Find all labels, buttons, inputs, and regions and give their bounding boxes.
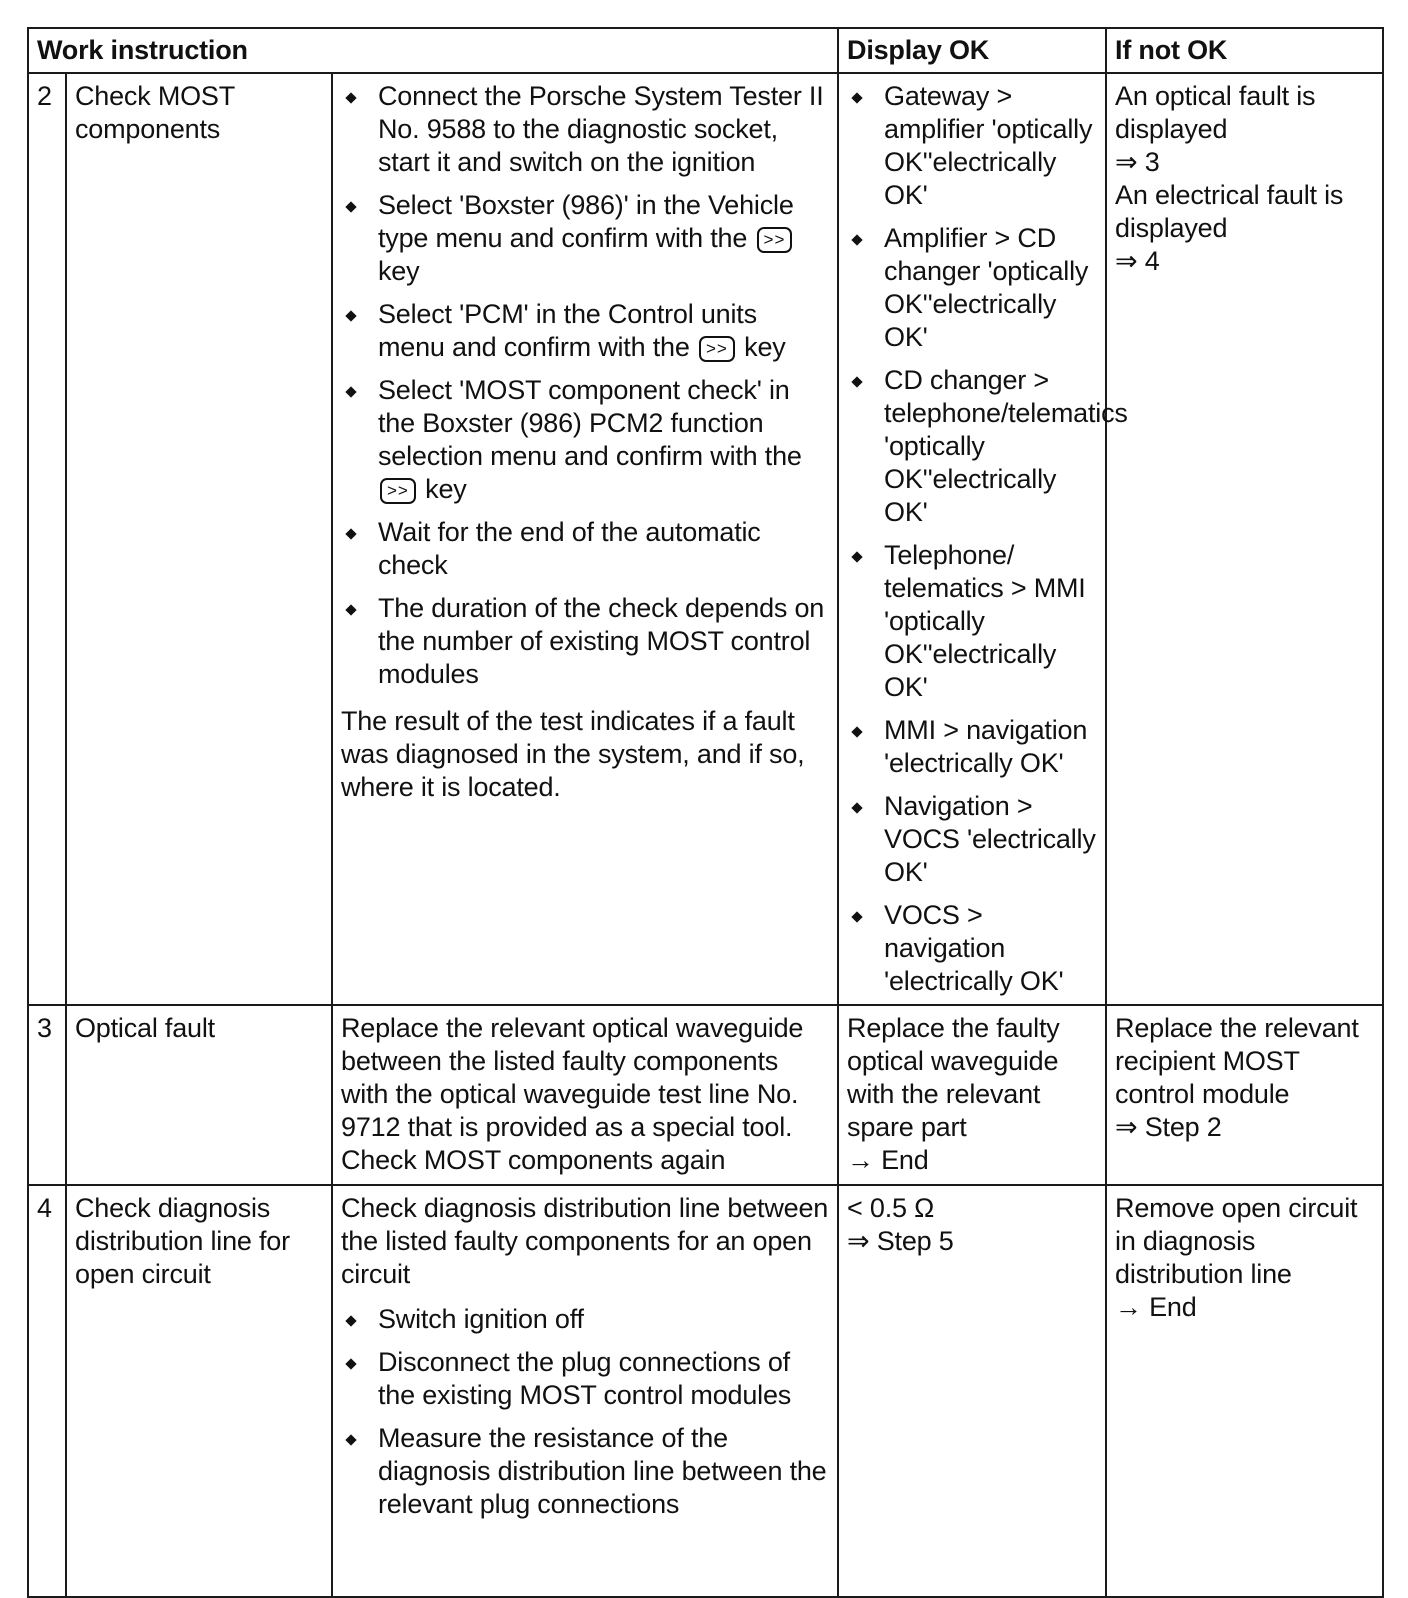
- list-item-text: Switch ignition off: [378, 1304, 584, 1334]
- list-item-text: Wait for the end of the automatic check: [378, 517, 761, 580]
- list-item-text: Disconnect the plug connections of the existing MOST control modules: [378, 1347, 792, 1410]
- display-ok-list: [847, 80, 1128, 998]
- diamond-bullet-icon: [851, 726, 862, 737]
- list-item: [341, 189, 829, 288]
- if-not-ok-cell: [1106, 1005, 1383, 1185]
- list-item: [341, 1303, 829, 1336]
- diamond-bullet-icon: [345, 201, 356, 212]
- instruction-list: [341, 80, 829, 691]
- table-row: [28, 73, 1383, 1005]
- list-item-text: Measure the resistance of the diagnosis distribution line between the relevant plug connections: [378, 1423, 827, 1519]
- forward-key-icon: >>: [699, 336, 735, 362]
- list-item-text: Gateway > amplifier 'optically OK''electrically OK': [884, 81, 1093, 210]
- list-item: [847, 714, 1097, 780]
- step-instruction: [332, 73, 838, 1005]
- list-item-text: MMI > navigation 'electrically OK': [884, 715, 1088, 778]
- forward-key-icon: >>: [757, 227, 793, 253]
- go-to-step: ⇒ 3: [1115, 147, 1160, 177]
- go-to-step: → End: [847, 1145, 929, 1175]
- display-ok-text: Replace the faulty optical waveguide with the relevant spare part: [847, 1013, 1060, 1142]
- list-item: [847, 899, 1097, 998]
- go-to-step: ⇒ Step 5: [847, 1226, 954, 1256]
- list-item: [341, 1422, 829, 1521]
- fault-text: An electrical fault is displayed: [1115, 180, 1344, 243]
- header-display-ok: Display OK: [838, 28, 1106, 73]
- diamond-bullet-icon: [345, 386, 356, 397]
- step-instruction: [332, 1185, 838, 1597]
- diamond-bullet-icon: [345, 1358, 356, 1369]
- list-item-text: key: [744, 332, 786, 362]
- work-instruction-table: [27, 27, 1384, 1598]
- instruction-list: [341, 1303, 829, 1521]
- list-item-text: CD changer > telephone/telematics 'optically OK''electrically OK': [884, 365, 1128, 527]
- go-to-step: ⇒ Step 2: [1115, 1112, 1222, 1142]
- list-item: [341, 298, 829, 364]
- step-title: Optical fault: [66, 1005, 332, 1185]
- fault-text: An optical fault is displayed: [1115, 81, 1316, 144]
- list-item: [341, 592, 829, 691]
- diamond-bullet-icon: [345, 92, 356, 103]
- list-item-text: Telephone/ telematics > MMI 'optically OK''electrically OK': [884, 540, 1086, 702]
- diamond-bullet-icon: [345, 310, 356, 321]
- table-row: [28, 1005, 1383, 1185]
- fault-text: Replace the relevant recipient MOST control module: [1115, 1013, 1359, 1109]
- diamond-bullet-icon: [345, 1315, 356, 1326]
- list-item: [847, 80, 1097, 212]
- diamond-bullet-icon: [851, 911, 862, 922]
- list-item: [341, 516, 829, 582]
- list-item-text: key: [378, 256, 420, 286]
- list-item-text: Navigation > VOCS 'electrically OK': [884, 791, 1096, 887]
- list-item-text: Select 'MOST component check' in the Boxster (986) PCM2 function selection menu and confirm with the: [378, 375, 802, 471]
- display-ok-cell: [838, 73, 1128, 1005]
- list-item-text: Connect the Porsche System Tester II No. 9588 to the diagnostic socket, start it and switch on the ignition: [378, 81, 824, 177]
- fault-text: Remove open circuit in diagnosis distribution line: [1115, 1193, 1358, 1289]
- table-row: [28, 1185, 1383, 1597]
- diamond-bullet-icon: [345, 528, 356, 539]
- diamond-bullet-icon: [345, 604, 356, 615]
- list-item: [341, 374, 829, 506]
- list-item: [847, 364, 1128, 529]
- header-if-not-ok: If not OK: [1106, 28, 1383, 73]
- header-row: [28, 28, 1383, 73]
- display-ok-cell: [838, 1185, 1106, 1597]
- display-ok-cell: [838, 1005, 1106, 1185]
- if-not-ok-cell: [1106, 1185, 1383, 1597]
- diamond-bullet-icon: [345, 1434, 356, 1445]
- step-number: 2: [28, 73, 66, 1005]
- if-not-ok-cell: [1106, 73, 1383, 1005]
- step-title: Check diagnosis distribution line for open circuit: [66, 1185, 332, 1597]
- step-number: 3: [28, 1005, 66, 1185]
- go-to-step: → End: [1115, 1292, 1197, 1322]
- step-title: Check MOST components: [66, 73, 332, 1005]
- diamond-bullet-icon: [851, 802, 862, 813]
- result-text: The result of the test indicates if a fault was diagnosed in the system, and if so, where it is located.: [341, 706, 805, 802]
- forward-key-icon: >>: [380, 478, 416, 504]
- list-item: [341, 1346, 829, 1412]
- step-number: 4: [28, 1185, 66, 1597]
- diamond-bullet-icon: [851, 376, 862, 387]
- list-item: [847, 539, 1097, 704]
- list-item: [341, 80, 829, 179]
- list-item-text: VOCS > navigation 'electrically OK': [884, 900, 1064, 996]
- header-work-instruction: Work instruction: [28, 28, 838, 73]
- display-ok-text: < 0.5 Ω: [847, 1193, 935, 1223]
- list-item-text: The duration of the check depends on the number of existing MOST control modules: [378, 593, 825, 689]
- diamond-bullet-icon: [851, 92, 862, 103]
- list-item: [847, 222, 1097, 354]
- diamond-bullet-icon: [851, 234, 862, 245]
- list-item-text: Select 'Boxster (986)' in the Vehicle type menu and confirm with the: [378, 190, 794, 253]
- list-item-text: Select 'PCM' in the Control units menu and confirm with the: [378, 299, 757, 362]
- diamond-bullet-icon: [851, 551, 862, 562]
- list-item: [847, 790, 1097, 889]
- list-item-text: key: [425, 474, 467, 504]
- go-to-step: ⇒ 4: [1115, 246, 1160, 276]
- instruction-lead: Check diagnosis distribution line between the listed faulty components for an open circuit: [341, 1193, 829, 1289]
- step-instruction: Replace the relevant optical waveguide between the listed faulty components with the optical waveguide test line No. 9712 that is provided as a special tool. Check MOST components again: [332, 1005, 838, 1185]
- list-item-text: Amplifier > CD changer 'optically OK''electrically OK': [884, 223, 1089, 352]
